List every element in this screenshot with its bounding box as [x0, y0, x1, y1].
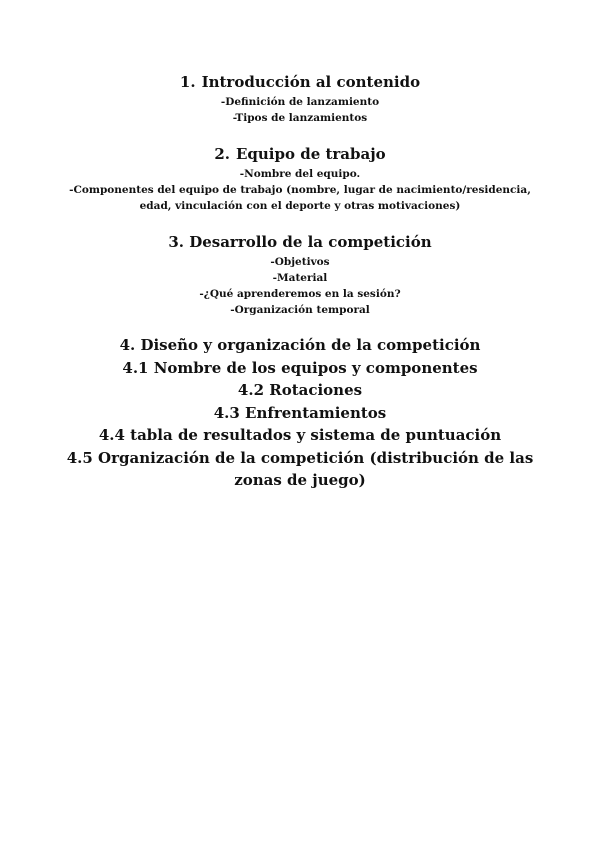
subsection-line: 4.3 Enfrentamientos: [213, 403, 387, 422]
section-heading: [0, 144, 600, 164]
section-desarrollo: [0, 232, 600, 318]
section-title: Introducción al contenido: [201, 73, 421, 91]
subsection-line: 4.1 Nombre de los equipos y componentes: [122, 358, 478, 377]
subsection-line: 4.2 Rotaciones: [237, 381, 363, 399]
section-title: Equipo de trabajo: [235, 145, 386, 163]
subsection-line: 4.4 tabla de resultados y sistema de puntuación: [98, 426, 502, 444]
list-item: -Nombre del equipo.: [239, 168, 361, 180]
section-diseno: [0, 334, 600, 492]
list-item: -Organización temporal: [230, 304, 370, 316]
section-equipo: [0, 144, 600, 214]
list-item: -¿Qué aprenderemos en la sesión?: [199, 288, 401, 300]
list-item: -Material: [272, 272, 328, 284]
section-introduccion: [0, 72, 600, 126]
section-number: 1.: [179, 73, 196, 91]
list-item: -Definición de lanzamiento: [220, 96, 380, 108]
section-number: 2.: [214, 145, 230, 163]
section-heading: 4. Diseño y organización de la competición: [119, 336, 481, 354]
subsection-line: 4.5 Organización de la competición (distribución de las zonas de juego): [66, 448, 534, 489]
list-item: -Tipos de lanzamientos: [232, 112, 368, 124]
list-item: -Componentes del equipo de trabajo (nombre, lugar de nacimiento/residencia, edad, vinculación con el deporte y otras motivaciones): [69, 184, 531, 212]
section-heading: [0, 72, 600, 92]
list-item: -Objetivos: [270, 256, 330, 268]
section-heading: 3. Desarrollo de la competición: [168, 233, 432, 251]
